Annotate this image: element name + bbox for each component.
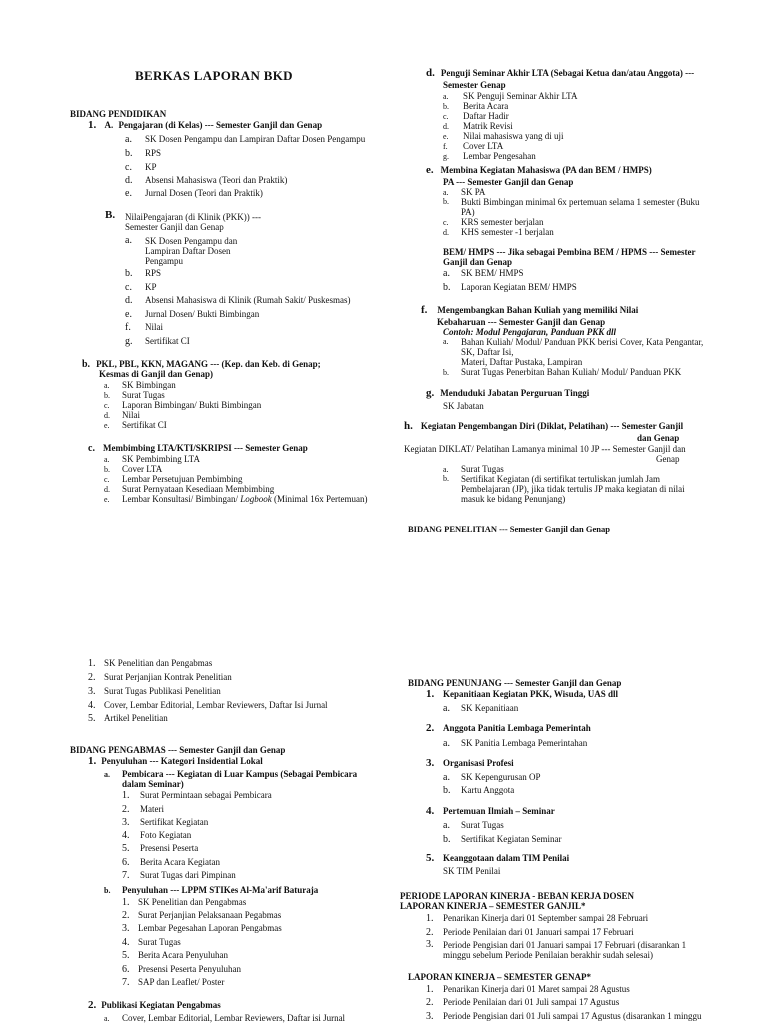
list-item: e. Jurnal Dosen (Teori dan Praktik) (125, 188, 263, 199)
section-1-header (88, 120, 322, 130)
list-item: 3. Sertifikat Kegiatan (122, 817, 209, 828)
bidang-penunjang-heading: BIDANG PENUNJANG --- Semester Ganjil dan Genap (408, 678, 622, 688)
list-item: 1. SK Penelitian dan Pengabmas (88, 658, 213, 669)
section-B-letter: B. (105, 209, 116, 221)
list-item: b. Berita Acara (443, 101, 509, 111)
section-number: 1. (88, 119, 97, 131)
list-item: b. Surat Tugas (104, 390, 165, 400)
section-h-text-1: Kegiatan DIKLAT/ Pelatihan Lamanya minimal 10 JP --- Semester Ganjil dan (404, 444, 686, 454)
list-item: a. SK Pembimbing LTA (104, 454, 200, 464)
list-item: 5. Berita Acara Penyuluhan (122, 950, 228, 961)
section-title: Pengajaran (di Kelas) --- Semester Ganjil dan Genap (118, 120, 323, 130)
list-item: e. Sertifikat CI (104, 420, 167, 430)
list-item: a. SK Kepanitiaan (443, 703, 519, 714)
bidang-penelitian-heading: BIDANG PENELITIAN --- Semester Ganjil dan Genap (408, 524, 610, 534)
list-item: a. Surat Tugas (443, 464, 504, 474)
list-item: d. Nilai (104, 410, 140, 420)
penunjang-3-header: 3. Organisasi Profesi (426, 757, 514, 769)
list-item: 4. Foto Kegiatan (122, 830, 192, 841)
list-item: d. Matrik Revisi (443, 121, 513, 131)
list-item: c. Laporan Bimbingan/ Bukti Bimbingan (104, 400, 262, 410)
list-item: 3. Periode Pengisian dari 01 Juli sampai 17 Agustus (disarankan 1 minggu (426, 1011, 702, 1022)
pengabmas-a-title-2: dalam Seminar) (122, 779, 184, 789)
list-item: f. Nilai (125, 322, 163, 333)
section-letter: A. (104, 120, 114, 130)
list-item: 4. Cover, Lembar Editorial, Lembar Reviewers, Daftar Isi Jurnal (88, 700, 328, 711)
penunjang-5-text: SK TIM Penilai (443, 866, 501, 876)
list-item: 2. Surat Perjanjian Kontrak Penelitian (88, 672, 232, 683)
list-item: c. KP (125, 162, 157, 173)
list-item: f. Cover LTA (443, 141, 504, 151)
section-g-text: SK Jabatan (443, 401, 484, 411)
list-item: b. Surat Tugas Penerbitan Bahan Kuliah/ Modul/ Panduan PKK (443, 367, 682, 377)
bem-title-1: BEM/ HMPS --- Jika sebagai Pembina BEM / HPMS --- Semester (443, 247, 696, 257)
list-item: e. Lembar Konsultasi/ Bimbingan/ Logbook (Minimal 16x Pertemuan) (104, 494, 368, 504)
list-item: b. Sertifikat Kegiatan Seminar (443, 834, 562, 845)
section-h-text-2: Genap (656, 454, 680, 464)
list-item: g. Lembar Pengesahan (443, 151, 536, 161)
section-h-title-2: dan Genap (637, 433, 680, 443)
list-item: a. Cover, Lembar Editorial, Lembar Reviewers, Daftar isi Jurnal (104, 1013, 346, 1023)
list-item: 3. Periode Pengisian dari 01 Januari sampai 17 Februari (disarankan 1 minggu sebelum Periode Penilaian berakhir sudah selesai) (426, 939, 687, 960)
list-item: 5. Artikel Penelitian (88, 713, 168, 724)
list-item: b. Laporan Kegiatan BEM/ HMPS (443, 282, 577, 293)
list-item: b. RPS (125, 148, 162, 159)
list-item: a. SK Penguji Seminar Akhir LTA (443, 91, 578, 101)
list-item: e. Nilai mahasiswa yang di uji (443, 131, 564, 141)
list-item: d. Absensi Mahasiswa di Klinik (Rumah Sakit/ Puskesmas) (125, 295, 351, 306)
list-item: 1. Penarikan Kinerja dari 01 September sampai 28 Februari (426, 913, 649, 924)
list-item: d. Absensi Mahasiswa (Teori dan Praktik) (125, 175, 288, 186)
section-d-header: d. Penguji Seminar Akhir LTA (Sebagai Ketua dan/atau Anggota) --- (426, 67, 695, 79)
penunjang-5-header: 5. Keanggotaan dalam TIM Penilai (426, 852, 570, 864)
bidang-pendidikan-heading: BIDANG PENDIDIKAN (70, 109, 167, 119)
periode-heading-1: PERIODE LAPORAN KINERJA - BEBAN KERJA DOSEN (400, 891, 635, 901)
list-item: 7. Surat Tugas dari Pimpinan (122, 870, 236, 881)
list-item: b. Cover LTA (104, 464, 163, 474)
list-item: b. RPS (125, 268, 162, 279)
list-item: 7. SAP dan Leaflet/ Poster (122, 977, 225, 988)
pengabmas-b-header: b. Penyuluhan --- LPPM STIKes Al-Ma'arif Baturaja (104, 885, 319, 895)
section-B-title-1: NilaiPengajaran (di Klinik (PKK)) --- (125, 212, 261, 222)
section-e-title-2: PA --- Semester Ganjil dan Genap (443, 177, 574, 187)
bidang-pengabmas-heading: BIDANG PENGABMAS --- Semester Ganjil dan Genap (70, 745, 286, 755)
list-item: g. Sertifikat CI (125, 336, 190, 347)
list-item: 3. Surat Tugas Publikasi Penelitian (88, 686, 221, 697)
periode-heading-2: LAPORAN KINERJA – SEMESTER GANJIL* (400, 901, 586, 911)
section-h-header: h. Kegiatan Pengembangan Diri (Diklat, Pelatihan) --- Semester Ganjil (404, 420, 684, 432)
document-title: BERKAS LAPORAN BKD (135, 68, 293, 83)
list-item: b. Sertifikat Kegiatan (di sertifikat tertuliskan jumlah Jam Pembelajaran (JP), jika tidak tertulis JP maka kegiatan di nilai masuk ke bidang Penunjang) (443, 474, 685, 504)
pengabmas-2-header: 2. Publikasi Kegiatan Pengabmas (88, 999, 221, 1011)
list-item: c. KP (125, 282, 157, 293)
section-f-header: f. Mengembangkan Bahan Kuliah yang memiliki Nilai (421, 304, 639, 316)
pengabmas-1-header: 1. Penyuluhan --- Kategori Insidential Lokal (88, 755, 263, 767)
list-item: c. Lembar Persetujuan Pembimbing (104, 474, 243, 484)
penunjang-2-header: 2. Anggota Panitia Lembaga Pemerintah (426, 722, 591, 734)
list-item: 2. Surat Perjanjian Pelaksanaan Pegabmas (122, 910, 282, 921)
penunjang-1-header: 1. Kepanitiaan Kegiatan PKK, Wisuda, UAS dll (426, 688, 618, 700)
list-item: 1. Surat Permintaan sebagai Pembicara (122, 790, 272, 801)
pengabmas-a-header: a. Pembicara --- Kegiatan di Luar Kampus (Sebagai Pembicara (104, 769, 358, 779)
section-f-title-2: Kebaharuan --- Semester Ganjil dan Genap (437, 317, 606, 327)
list-item: d. KHS semester -1 berjalan (443, 227, 554, 237)
list-item: 2. Periode Penilaian dari 01 Juli sampai 17 Agustus (426, 997, 620, 1008)
bem-title-2: Ganjil dan Genap (443, 257, 513, 267)
list-item: b. Kartu Anggota (443, 785, 515, 796)
list-item: 2. Materi (122, 804, 164, 815)
section-e-header: e. Membina Kegiatan Mahasiswa (PA dan BEM / HMPS) (426, 164, 652, 176)
list-item: 1. SK Penelitian dan Pengabmas (122, 897, 247, 908)
list-item: 1. Penarikan Kinerja dari 01 Maret sampai 28 Agustus (426, 984, 630, 995)
section-g-header: g. Menduduki Jabatan Perguruan Tinggi (426, 387, 590, 399)
list-item: 6. Presensi Peserta Penyuluhan (122, 964, 241, 975)
genap-heading: LAPORAN KINERJA – SEMESTER GENAP* (408, 972, 592, 982)
list-item: 5. Presensi Peserta (122, 843, 199, 854)
list-item: a. SK Kepengurusan OP (443, 772, 541, 783)
section-c-header: c. Membimbing LTA/KTI/SKRIPSI --- Semester Genap (88, 443, 308, 454)
list-item: c. Daftar Hadir (443, 111, 509, 121)
list-item: a. SK Panitia Lembaga Pemerintahan (443, 738, 588, 749)
list-item: b. Bukti Bimbingan minimal 6x pertemuan selama 1 semester (Buku PA) (443, 197, 700, 217)
list-item: a. SK PA (443, 187, 486, 197)
penunjang-4-header: 4. Pertemuan Ilmiah – Seminar (426, 805, 555, 817)
section-f-example: Contoh: Modul Pengajaran, Panduan PKK dll (443, 327, 617, 337)
list-item: a. SK BEM/ HMPS (443, 268, 524, 279)
list-item: a. SK Dosen Pengampu dan Lampiran Daftar Dosen Pengampu (125, 235, 238, 266)
list-item: 3. Lembar Pegesahan Laporan Pengabmas (122, 923, 282, 934)
list-item: a. SK Dosen Pengampu dan Lampiran Daftar Dosen Pengampu (125, 134, 366, 145)
list-item: a. SK Bimbingan (104, 380, 176, 390)
section-B-title-2: Semester Ganjil dan Genap (125, 222, 224, 232)
list-item: a. Surat Tugas (443, 820, 504, 831)
list-item: a. Bahan Kuliah/ Modul/ Panduan PKK berisi Cover, Kata Pengantar, SK, Daftar Isi, Materi, Daftar Pustaka, Lampiran (443, 337, 704, 367)
section-b-title-2: Kesmas di Ganjil dan Genap) (99, 369, 214, 379)
list-item: 2. Periode Penilaian dari 01 Januari sampai 17 Februari (426, 927, 634, 938)
section-b-header: b. PKL, PBL, KKN, MAGANG --- (Kep. dan Keb. di Genap; (82, 359, 321, 370)
list-item: 6. Berita Acara Kegiatan (122, 857, 220, 868)
list-item: d. Surat Pernyataan Kesediaan Membimbing (104, 484, 275, 494)
list-item: e. Jurnal Dosen/ Bukti Bimbingan (125, 309, 260, 320)
list-item: c. KRS semester berjalan (443, 217, 544, 227)
list-item: 4. Surat Tugas (122, 937, 181, 948)
section-d-title-2: Semester Genap (443, 80, 506, 90)
